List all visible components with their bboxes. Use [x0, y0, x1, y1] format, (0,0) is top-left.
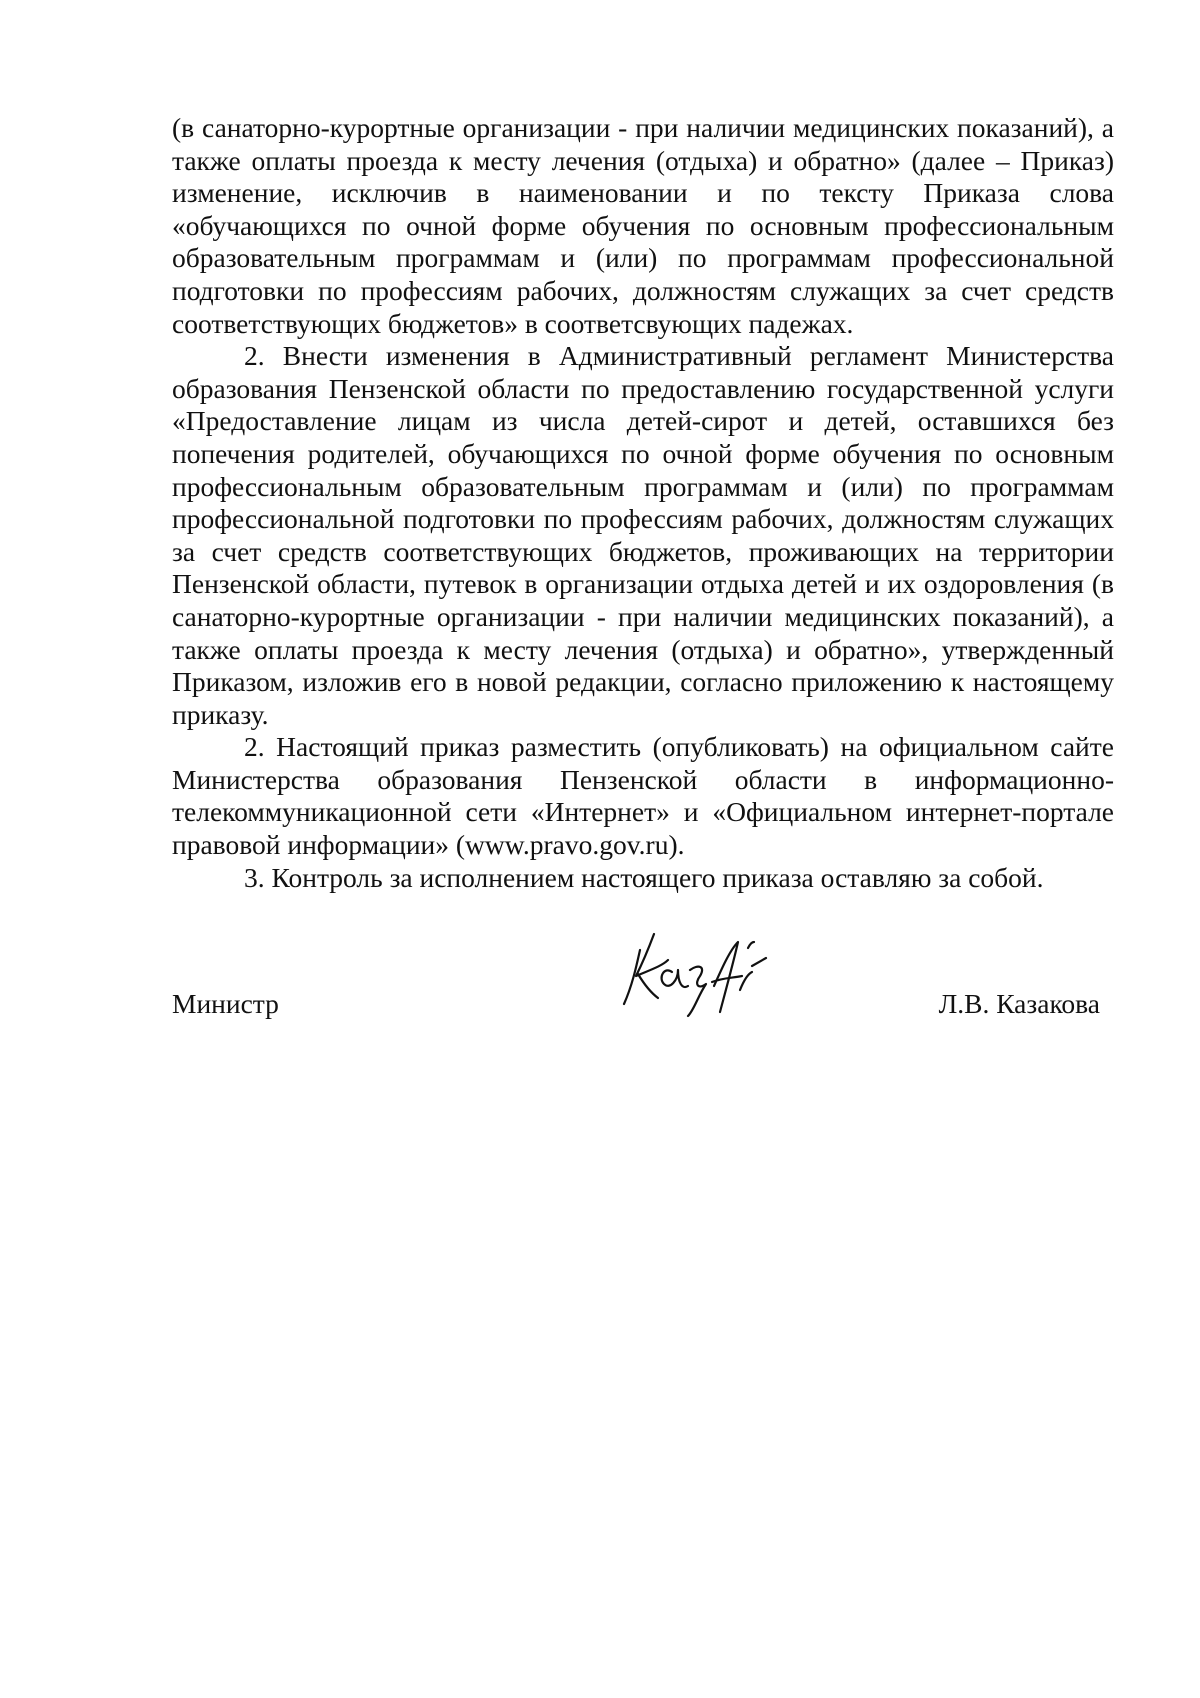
paragraph-item-2-publication: 2. Настоящий приказ разместить (опубликовать) на официальном сайте Министерства образования Пензенской области в информационно-телекоммуникационной сети «Интернет» и «Официальном интернет-портале правовой информации» (www.pravo.gov.ru).: [172, 731, 1114, 861]
document-body: [172, 112, 1114, 894]
paragraph-item-3-control: 3. Контроль за исполнением настоящего приказа оставляю за собой.: [244, 861, 1044, 893]
signatory-role: Министр: [172, 988, 279, 1019]
signature-block: [172, 940, 1114, 1060]
handwritten-signature-icon: [602, 920, 782, 1030]
paragraph-continuation: (в санаторно-курортные организации - при наличии медицинских показаний), а также оплаты проезда к месту лечения (отдыха) и обратно» (далее – Приказ) изменение, исключив в наименовании и по тексту Приказа слова «обучающихся по очной форме обучения по основным профессиональным образовательным программам и (или) по программам профессиональной подготовки по профессиям рабочих, должностям служащих за счет средств соответствующих бюджетов» в соответсвующих падежах.: [172, 112, 1114, 339]
signatory-name: Л.В. Казакова: [938, 988, 1100, 1019]
paragraph-item-2-regulation: 2. Внести изменения в Административный регламент Министерства образования Пензенской области по предоставлению государственной услуги «Предоставление лицам из числа детей-сирот и детей, оставшихся без попечения родителей, обучающихся по очной форме обучения по основным профессиональным образовательным программам и (или) по программам профессиональной подготовки по профессиям рабочих, должностям служащих за счет средств соответствующих бюджетов, проживающих на территории Пензенской области, путевок в организации отдыха детей и их оздоровления (в санаторно-курортные организации - при наличии медицинских показаний), а также оплаты проезда к месту лечения (отдыха) и обратно», утвержденный Приказом, изложив его в новой редакции, согласно приложению к настоящему приказу.: [172, 340, 1114, 730]
